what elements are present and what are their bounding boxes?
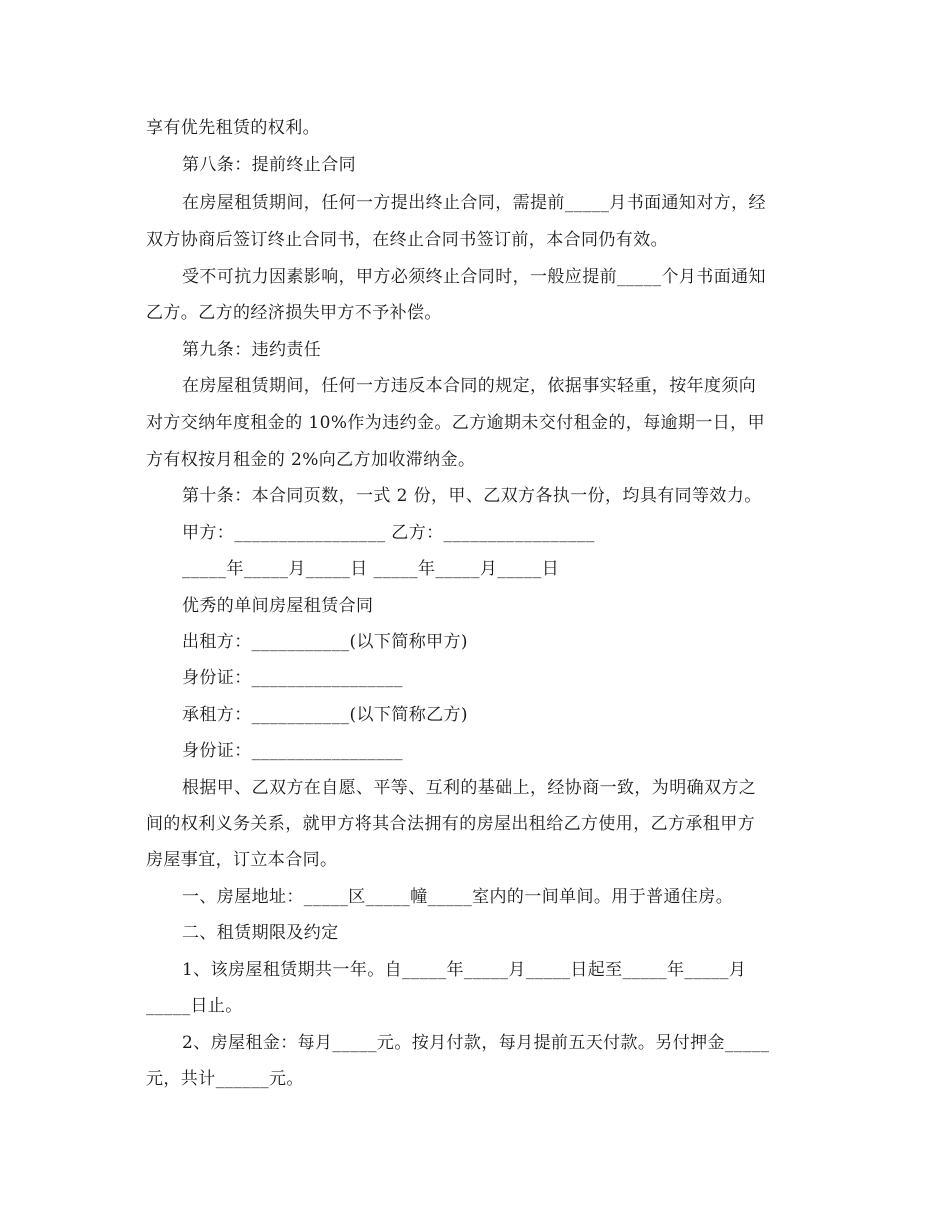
- text-line: 一、房屋地址：_____区_____幢_____室内的一间单间。用于普通住房。: [182, 887, 734, 907]
- signature-line: 甲方：_________________ 乙方：_________________: [182, 523, 595, 543]
- text-line: 对方交纳年度租金的 10%作为违约金。乙方逾期未交付租金的，每逾期一日，甲: [146, 413, 765, 433]
- date-line: _____年_____月_____日 _____年_____月_____日: [182, 559, 560, 579]
- id-card-field: 身份证：_________________: [182, 668, 403, 688]
- text-line: 1、该房屋租赁期共一年。自_____年_____月_____日起至_____年_____月: [182, 960, 747, 980]
- text-line: 双方协商后签订终止合同书，在终止合同书签订前，本合同仍有效。: [146, 230, 668, 250]
- id-card-field: 身份证：_________________: [182, 741, 403, 761]
- text-line: 乙方。乙方的经济损失甲方不予补偿。: [146, 303, 442, 323]
- text-line: 2、房屋租金：每月_____元。按月付款，每月提前五天付款。另付押金_____: [182, 1033, 770, 1053]
- text-line: 受不可抗力因素影响，甲方必须终止合同时，一般应提前_____个月书面通知: [182, 267, 766, 287]
- text-line: 间的权利义务关系，就甲方将其合法拥有的房屋出租给乙方使用，乙方承租甲方: [146, 814, 755, 834]
- text-line: 根据甲、乙双方在自愿、平等、互利的基础上，经协商一致，为明确双方之: [182, 778, 757, 798]
- document-title: 优秀的单间房屋租赁合同: [182, 596, 374, 616]
- text-line: 元，共计______元。: [146, 1069, 304, 1089]
- lessee-field: 承租方：___________(以下简称乙方): [182, 705, 468, 725]
- lessor-field: 出租方：___________(以下简称甲方): [182, 632, 468, 652]
- text-line: 在房屋租赁期间，任何一方违反本合同的规定，依据事实轻重，按年度须向: [182, 376, 757, 396]
- text-line: 第十条：本合同页数，一式 2 份，甲、乙双方各执一份，均具有同等效力。: [182, 486, 762, 506]
- text-line: 方有权按月租金的 2%向乙方加收滞纳金。: [146, 450, 476, 470]
- text-line: 享有优先租赁的权利。: [146, 118, 320, 138]
- section-heading: 第九条：违约责任: [182, 340, 322, 360]
- text-line: _____日止。: [146, 996, 243, 1016]
- section-heading: 第八条：提前终止合同: [182, 155, 356, 175]
- section-heading: 二、租赁期限及约定: [182, 923, 339, 943]
- text-line: 在房屋租赁期间，任何一方提出终止合同，需提前_____月书面通知对方，经: [182, 193, 766, 213]
- text-line: 房屋事宜，订立本合同。: [146, 850, 338, 870]
